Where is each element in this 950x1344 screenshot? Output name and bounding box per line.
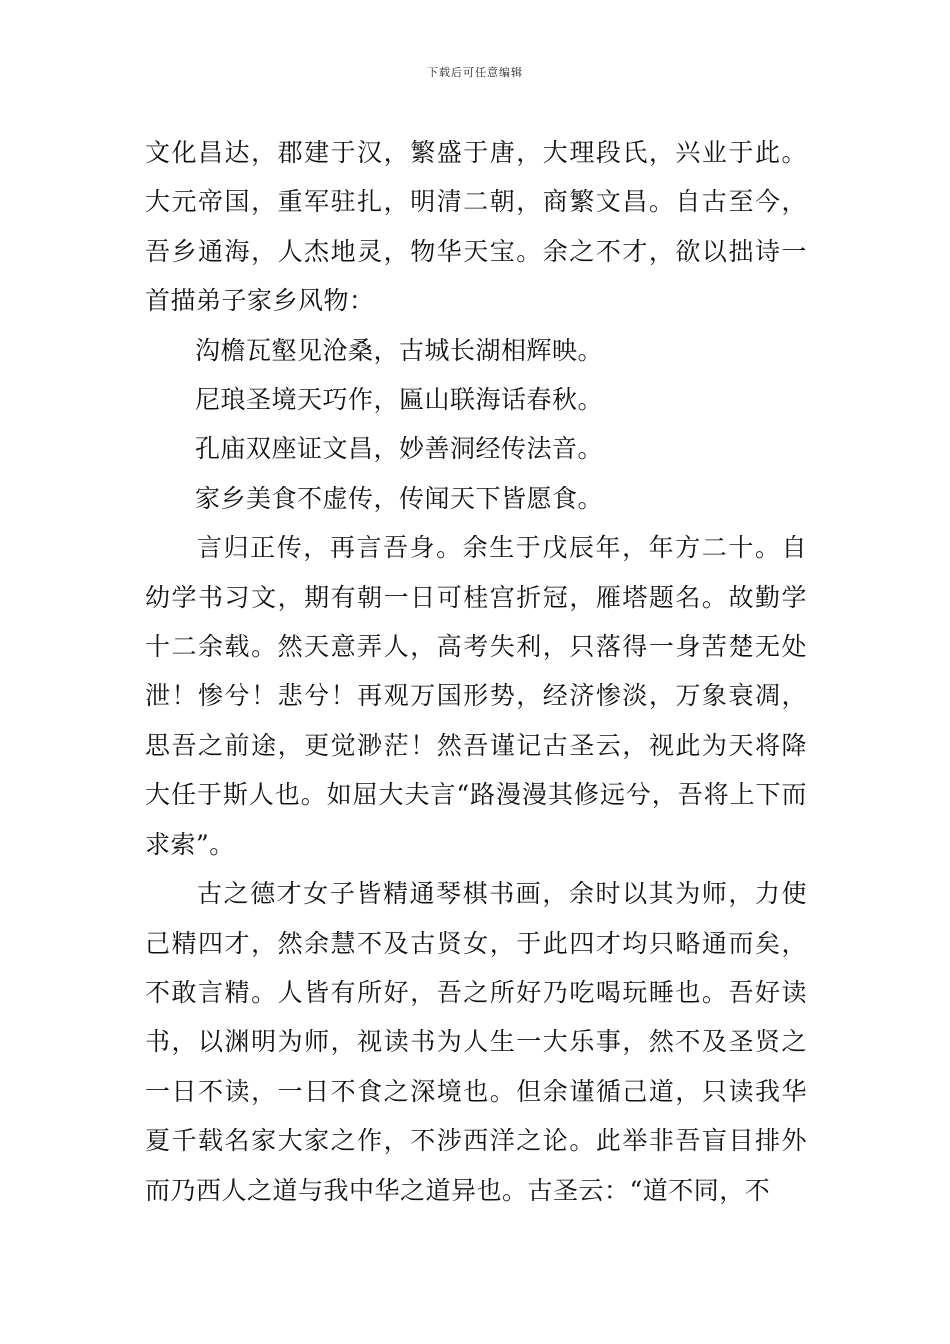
document-body (145, 128, 807, 1215)
paragraph-self: 言归正传，再言吾身。余生于戊辰年，年方二十。自幼学书习文，期有朝一日可桂宫折冠，雁塔题名。故勤学十二余载。然天意弄人，高考失利，只落得一身苦楚无处泄！惨兮！悲兮！再观万国形势，经济惨淡，万象衰凋，思吾之前途，更觉渺茫！然吾谨记古圣云，视此为天将降大任于斯人也。如屈大夫言“路漫漫其修远兮，吾将上下而求索”。 (145, 533, 807, 859)
poem-line: 孔庙双座证文昌，妙善洞经传法音。 (195, 434, 604, 464)
paragraph-hometown: 文化昌达，郡建于汉，繁盛于唐，大理段氏，兴业于此。大元帝国，重军驻扎，明清二朝，商繁文昌。自古至今，吾乡通海，人杰地灵，物华天宝。余之不才，欲以拙诗一首描弟子家乡风物： (145, 138, 807, 316)
poem-line: 沟檐瓦壑见沧桑，古城长湖相辉映。 (195, 335, 604, 365)
page-header: 下载后可任意编辑 (427, 66, 523, 79)
paragraph-hobbies: 古之德才女子皆精通琴棋书画，余时以其为师，力使己精四才，然余慧不及古贤女，于此四才均只略通而矣，不敢言精。人皆有所好，吾之所好乃吃喝玩睡也。吾好读书，以渊明为师，视读书为人生一大乐事，然不及圣贤之一日不读，一日不食之深境也。但余谨循己道，只读我华夏千载名家大家之作，不涉西洋之论。此举非吾盲目排外而乃西人之道与我中华之道异也。古圣云：“道不同，不 (145, 879, 807, 1205)
poem-line: 尼琅圣境天巧作，匾山联海话春秋。 (195, 385, 604, 415)
poem-block (145, 326, 807, 524)
poem-line: 家乡美食不虚传，传闻天下皆愿食。 (195, 483, 604, 513)
